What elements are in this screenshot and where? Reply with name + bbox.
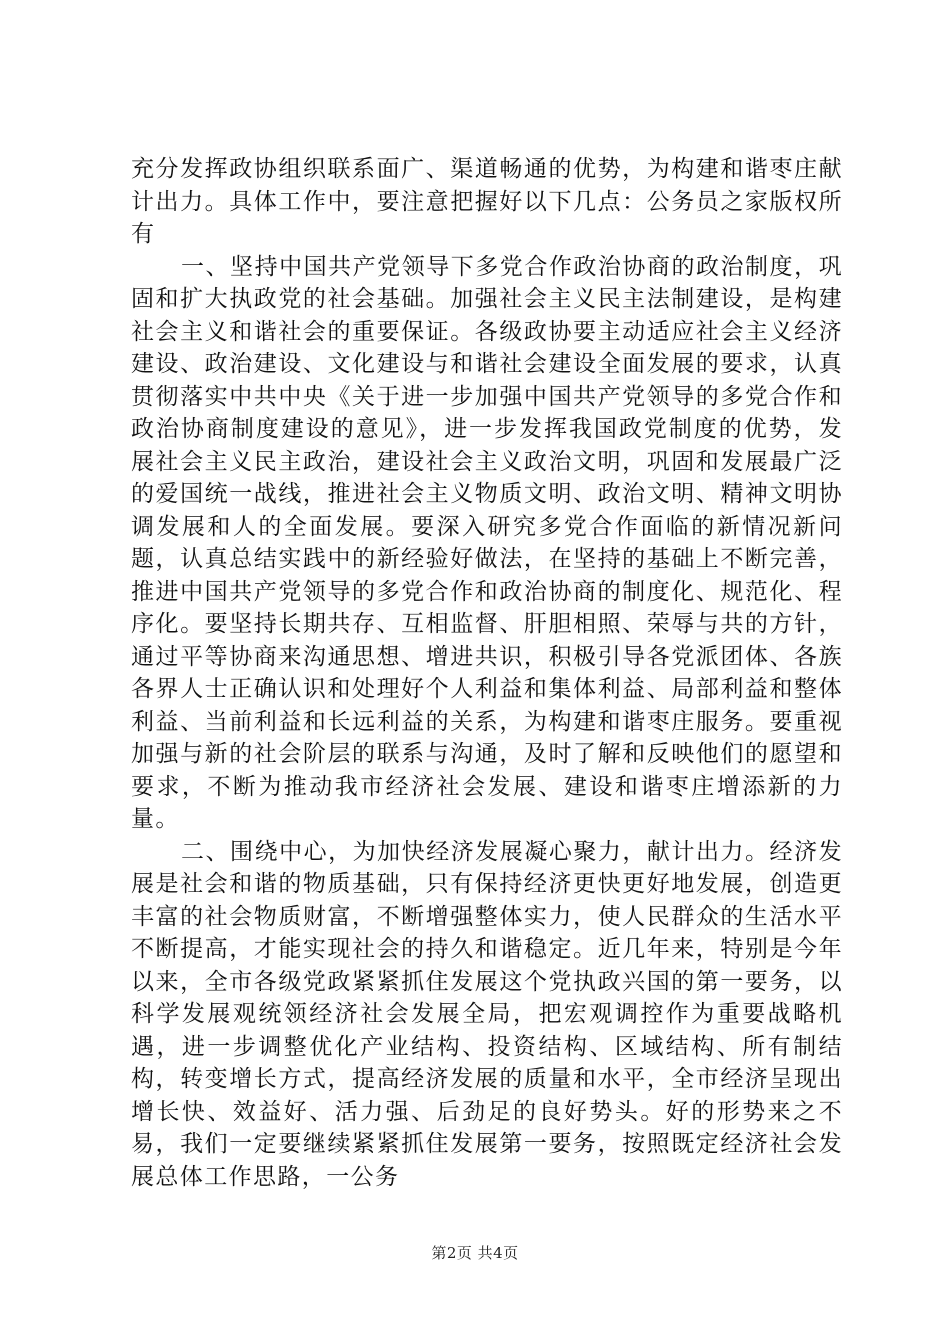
paragraph-1: 充分发挥政协组织联系面广、渠道畅通的优势，为构建和谐枣庄献计出力。具体工作中，要注意把握好以下几点：公务员之家版权所有: [131, 156, 843, 247]
paragraph-3: 二、围绕中心，为加快经济发展凝心聚力，献计出力。经济发展是社会和谐的物质基础，只有保持经济更快更好地发展，创造更丰富的社会物质财富，不断增强整体实力，使人民群众的生活水平不断提高，才能实现社会的持久和谐稳定。近几年来，特别是今年以来，全市各级党政紧紧抓住发展这个党执政兴国的第一要务，以科学发展观统领经济社会发展全局，把宏观调控作为重要战略机遇，进一步调整优化产业结构、投资结构、区域结构、所有制结构，转变增长方式，提高经济发展的质量和水平，全市经济呈现出增长快、效益好、活力强、后劲足的良好势头。好的形势来之不易，我们一定要继续紧紧抓住发展第一要务，按照既定经济社会发展总体工作思路，一公务: [131, 838, 843, 1190]
document-body: [131, 153, 843, 1193]
page-number-footer: 第2页 共4页: [431, 1244, 519, 1262]
paragraph-2: 一、坚持中国共产党领导下多党合作政治协商的政治制度，巩固和扩大执政党的社会基础。加强社会主义民主法制建设，是构建社会主义和谐社会的重要保证。各级政协要主动适应社会主义经济建设、政治建设、文化建设与和谐社会建设全面发展的要求，认真贯彻落实中共中央《关于进一步加强中国共产党领导的多党合作和政治协商制度建设的意见》，进一步发挥我国政党制度的优势，发展社会主义民主政治，建设社会主义政治文明，巩固和发展最广泛的爱国统一战线，推进社会主义物质文明、政治文明、精神文明协调发展和人的全面发展。要深入研究多党合作面临的新情况新问题，认真总结实践中的新经验好做法，在坚持的基础上不断完善，推进中国共产党领导的多党合作和政治协商的制度化、规范化、程序化。要坚持长期共存、互相监督、肝胆相照、荣辱与共的方针，通过平等协商来沟通思想、增进共识，积极引导各党派团体、各族各界人士正确认识和处理好个人利益和集体利益、局部利益和整体利益、当前利益和长远利益的关系，为构建和谐枣庄服务。要重视加强与新的社会阶层的联系与沟通，及时了解和反映他们的愿望和要求，不断为推动我市经济社会发展、建设和谐枣庄增添新的力量。: [131, 253, 843, 832]
